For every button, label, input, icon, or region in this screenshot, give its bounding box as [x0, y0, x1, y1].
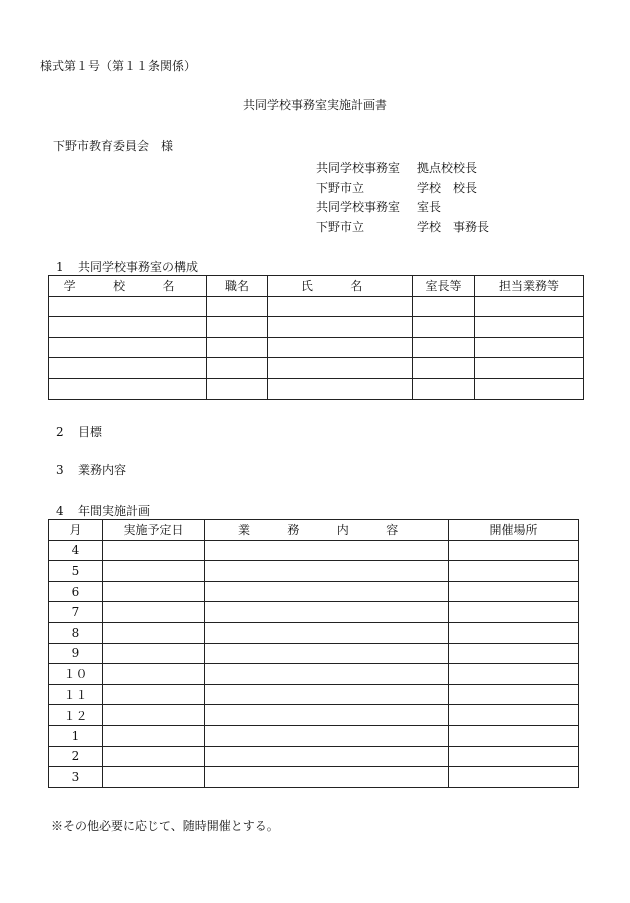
sender-row: [316, 159, 489, 179]
table-cell[interactable]: [449, 581, 579, 602]
table-row: [49, 684, 579, 705]
table-cell[interactable]: [207, 358, 268, 379]
section-number: 1: [56, 260, 64, 274]
table-cell[interactable]: [103, 684, 205, 705]
table-cell[interactable]: [413, 296, 475, 317]
table-cell[interactable]: [449, 540, 579, 561]
table-cell[interactable]: [475, 337, 584, 358]
table-cell[interactable]: [268, 337, 413, 358]
table-cell[interactable]: [103, 643, 205, 664]
section-number: 2: [56, 425, 64, 439]
table-row: [49, 767, 579, 788]
table-cell[interactable]: [49, 296, 207, 317]
header-person-name: 氏 名: [268, 276, 413, 297]
table-cell[interactable]: [449, 725, 579, 746]
sender-role: 学校 事務長: [417, 219, 490, 234]
section-title: 業務内容: [78, 463, 127, 477]
table-cell[interactable]: [103, 622, 205, 643]
table-row: [49, 622, 579, 643]
table-cell[interactable]: [103, 540, 205, 561]
table-cell[interactable]: [413, 358, 475, 379]
table-cell[interactable]: [413, 378, 475, 399]
annual-plan-table: [48, 519, 579, 788]
table-cell[interactable]: [103, 767, 205, 788]
table-cell[interactable]: [103, 602, 205, 623]
sender-org: 下野市立: [316, 180, 365, 195]
header-scheduled-date: 実施予定日: [103, 520, 205, 541]
table-cell[interactable]: [449, 643, 579, 664]
sender-role: 拠点校校長: [417, 161, 478, 175]
table-row: [49, 581, 579, 602]
table-cell[interactable]: [205, 581, 449, 602]
header-school-name: 学 校 名: [49, 276, 207, 297]
table-cell[interactable]: [205, 746, 449, 767]
table-cell[interactable]: [49, 378, 207, 399]
section-title: 目標: [78, 425, 103, 439]
section-heading-composition: [56, 261, 198, 273]
table-row: [49, 378, 584, 399]
header-month: 月: [49, 520, 103, 541]
sender-role: 室長: [417, 200, 442, 214]
table-cell[interactable]: [268, 378, 413, 399]
month-cell: 8: [49, 622, 103, 643]
table-cell[interactable]: [103, 746, 205, 767]
table-row: [49, 643, 579, 664]
sender-row: [316, 218, 489, 238]
table-row: [49, 746, 579, 767]
table-cell[interactable]: [205, 725, 449, 746]
form-number: 様式第１号（第１１条関係）: [40, 59, 197, 73]
sender-org: 共同学校事務室: [316, 161, 401, 175]
table-cell[interactable]: [205, 705, 449, 726]
addressee: 下野市教育委員会 様: [53, 139, 174, 153]
month-cell: 7: [49, 602, 103, 623]
section-title: 年間実施計画: [78, 504, 151, 518]
table-cell[interactable]: [413, 317, 475, 338]
header-task-content: 業 務 内 容: [205, 520, 449, 541]
month-cell: 2: [49, 746, 103, 767]
table-row: [49, 317, 584, 338]
table-cell[interactable]: [449, 664, 579, 685]
header-job-title: 職名: [207, 276, 268, 297]
members-header-row: [49, 276, 584, 297]
sender-org: 共同学校事務室: [316, 200, 401, 214]
table-cell[interactable]: [207, 296, 268, 317]
table-cell[interactable]: [449, 705, 579, 726]
table-cell[interactable]: [207, 378, 268, 399]
section-heading-goals: [56, 426, 102, 438]
table-cell[interactable]: [449, 684, 579, 705]
section-title: 共同学校事務室の構成: [78, 260, 199, 274]
table-cell[interactable]: [205, 602, 449, 623]
table-cell[interactable]: [449, 767, 579, 788]
month-cell: １２: [49, 705, 103, 726]
sender-row: [316, 198, 489, 218]
table-row: [49, 602, 579, 623]
table-cell[interactable]: [205, 684, 449, 705]
table-cell[interactable]: [475, 296, 584, 317]
plan-header-row: [49, 520, 579, 541]
table-cell[interactable]: [268, 317, 413, 338]
table-cell[interactable]: [205, 664, 449, 685]
table-cell[interactable]: [475, 378, 584, 399]
table-cell[interactable]: [268, 296, 413, 317]
table-row: [49, 561, 579, 582]
table-cell[interactable]: [103, 725, 205, 746]
month-cell: 4: [49, 540, 103, 561]
sender-org: 下野市立: [316, 219, 365, 234]
header-chief: 室長等: [413, 276, 475, 297]
month-cell: 1: [49, 725, 103, 746]
sender-block: [316, 159, 489, 237]
table-row: [49, 540, 579, 561]
table-cell[interactable]: [205, 767, 449, 788]
section-number: 4: [56, 504, 64, 518]
table-cell[interactable]: [449, 602, 579, 623]
section-number: 3: [56, 463, 64, 477]
month-cell: 5: [49, 561, 103, 582]
table-row: [49, 337, 584, 358]
table-row: [49, 705, 579, 726]
table-cell[interactable]: [205, 643, 449, 664]
table-cell[interactable]: [268, 358, 413, 379]
table-row: [49, 358, 584, 379]
sender-row: [316, 179, 489, 199]
month-cell: １０: [49, 664, 103, 685]
header-venue: 開催場所: [449, 520, 579, 541]
section-heading-annual-plan: [56, 505, 150, 517]
table-cell[interactable]: [205, 622, 449, 643]
table-row: [49, 664, 579, 685]
table-cell[interactable]: [207, 337, 268, 358]
table-cell[interactable]: [103, 705, 205, 726]
table-cell[interactable]: [103, 664, 205, 685]
month-cell: １１: [49, 684, 103, 705]
table-cell[interactable]: [49, 337, 207, 358]
table-cell[interactable]: [449, 622, 579, 643]
table-cell[interactable]: [475, 358, 584, 379]
month-cell: 6: [49, 581, 103, 602]
table-cell[interactable]: [103, 561, 205, 582]
footnote: ※その他必要に応じて、随時開催とする。: [51, 819, 279, 833]
month-cell: 3: [49, 767, 103, 788]
month-cell: 9: [49, 643, 103, 664]
table-cell[interactable]: [449, 561, 579, 582]
document-title: 共同学校事務室実施計画書: [242, 98, 387, 112]
table-cell[interactable]: [413, 337, 475, 358]
sender-role: 学校 校長: [417, 180, 478, 195]
table-cell[interactable]: [205, 540, 449, 561]
table-row: [49, 296, 584, 317]
plan-table-body: [49, 540, 579, 787]
table-cell[interactable]: [475, 317, 584, 338]
members-table: [48, 275, 584, 400]
table-cell[interactable]: [103, 581, 205, 602]
table-cell[interactable]: [207, 317, 268, 338]
header-duties: 担当業務等: [475, 276, 584, 297]
table-cell[interactable]: [449, 746, 579, 767]
section-heading-duties: [56, 464, 126, 476]
table-cell[interactable]: [205, 561, 449, 582]
table-cell[interactable]: [49, 358, 207, 379]
table-row: [49, 725, 579, 746]
table-cell[interactable]: [49, 317, 207, 338]
